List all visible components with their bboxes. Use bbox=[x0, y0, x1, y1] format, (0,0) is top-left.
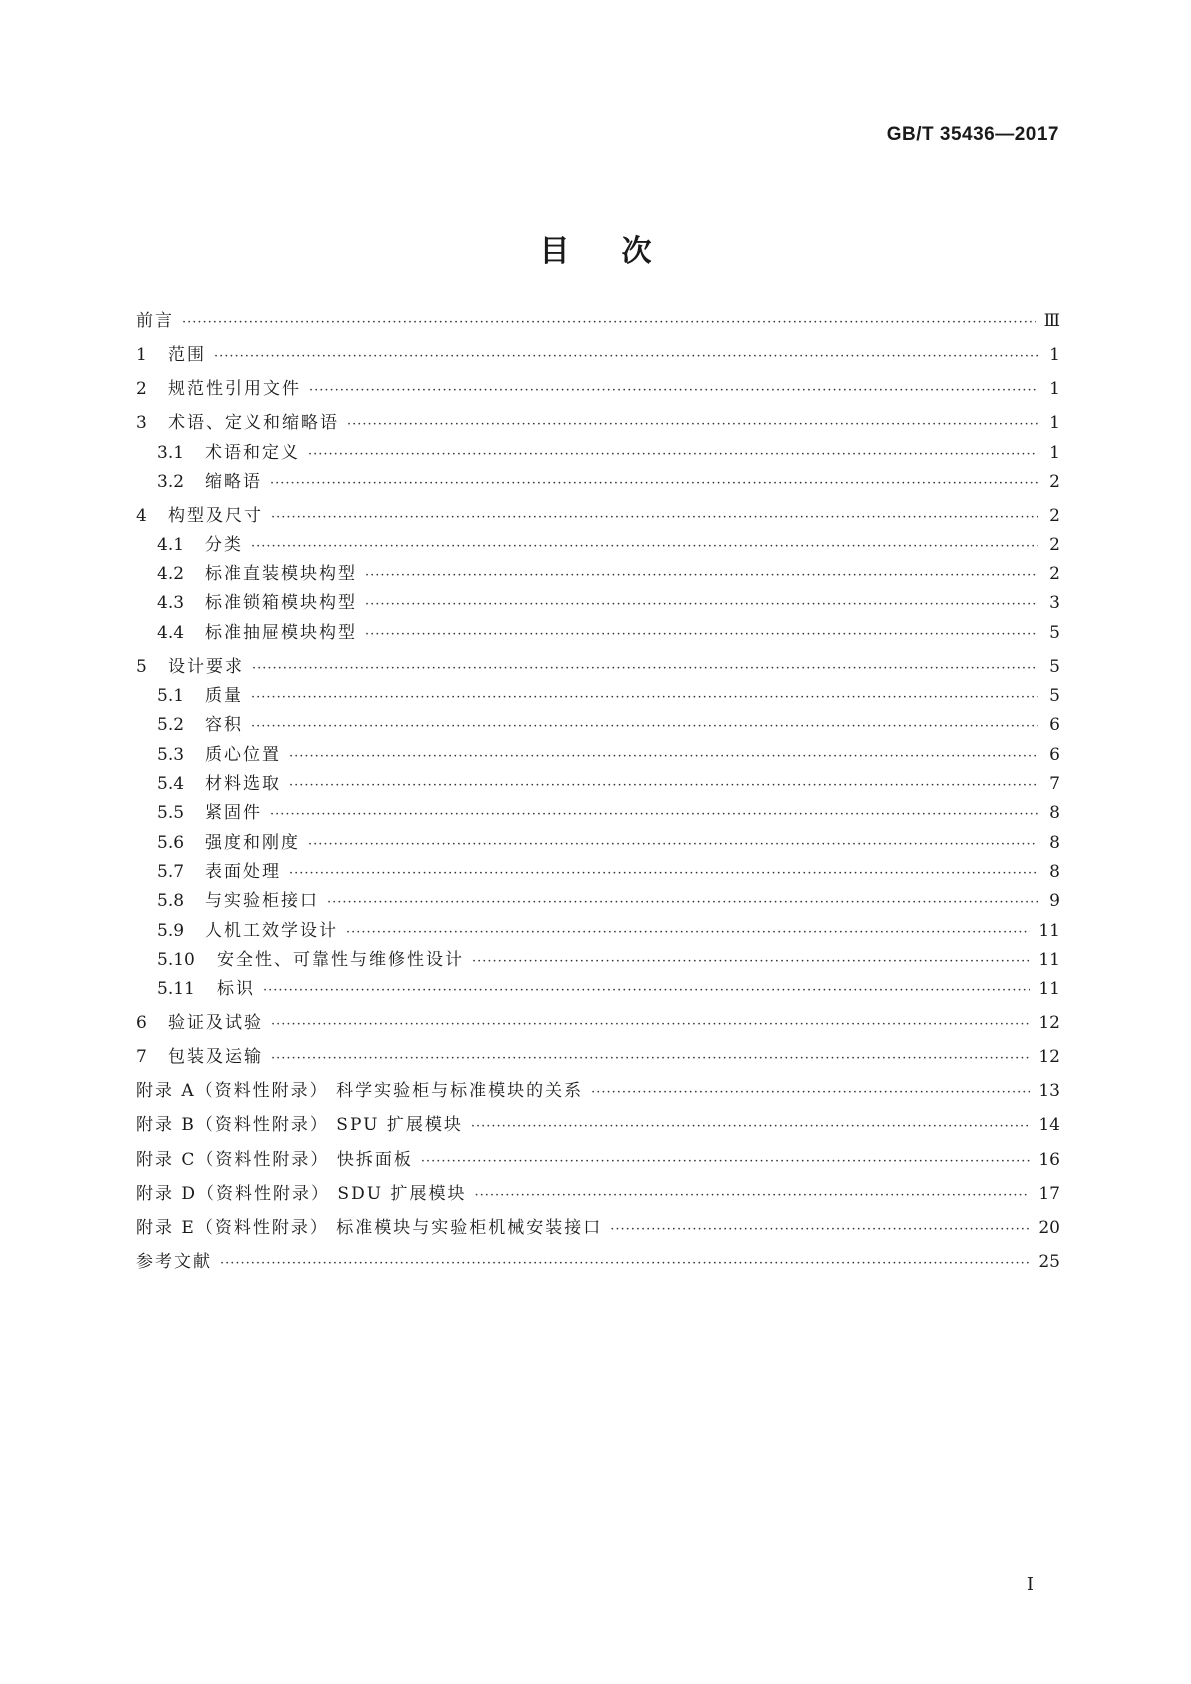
toc-entry-number: 5.11 bbox=[157, 979, 195, 999]
toc-entry-page: 7 bbox=[1049, 774, 1060, 794]
toc-leader-dots bbox=[251, 539, 1038, 554]
toc-entry-label: 构型及尺寸 bbox=[168, 506, 263, 526]
toc-entry-label: 人机工效学设计 bbox=[205, 921, 338, 941]
toc-entry-page: Ⅲ bbox=[1043, 311, 1060, 331]
toc-entry-page: 11 bbox=[1038, 950, 1060, 970]
toc-leader-dots bbox=[308, 447, 1038, 462]
page-title: 目次 bbox=[539, 234, 704, 269]
toc-leader-dots bbox=[472, 954, 1030, 969]
toc-leader-dots bbox=[182, 315, 1036, 330]
toc-entry[interactable] bbox=[157, 974, 1060, 999]
toc-entry-label: 包装及运输 bbox=[168, 1047, 263, 1067]
toc-entry-page: 20 bbox=[1038, 1218, 1060, 1238]
toc-entry-label: 质心位置 bbox=[205, 745, 281, 765]
toc-entry[interactable] bbox=[136, 501, 1060, 526]
standard-code: GB/T 35436—2017 bbox=[886, 124, 1059, 145]
toc-entry-page: 1 bbox=[1049, 345, 1060, 365]
toc-entry-number: 7 bbox=[136, 1047, 147, 1067]
toc-entry-label: 标准抽屉模块构型 bbox=[205, 623, 357, 643]
toc-entry-number: 5.2 bbox=[157, 715, 185, 735]
toc-entry-page: 2 bbox=[1049, 506, 1060, 526]
toc-leader-dots bbox=[263, 983, 1030, 998]
toc-entry-page: 5 bbox=[1049, 623, 1060, 643]
toc-entry[interactable] bbox=[136, 1076, 1060, 1101]
toc-entry-page: 13 bbox=[1038, 1081, 1060, 1101]
toc-entry[interactable] bbox=[157, 857, 1060, 882]
toc-entry-label: 设计要求 bbox=[168, 657, 244, 677]
toc-entry-number: 4 bbox=[136, 506, 147, 526]
toc-entry-page: 12 bbox=[1038, 1013, 1060, 1033]
toc-entry-number: 4.2 bbox=[157, 564, 185, 584]
toc-leader-dots bbox=[471, 1119, 1031, 1134]
toc-entry-page: 5 bbox=[1049, 686, 1060, 706]
toc-entry-page: 2 bbox=[1049, 564, 1060, 584]
toc-entry-page: 17 bbox=[1038, 1184, 1060, 1204]
toc-entry-number: 5.10 bbox=[157, 950, 195, 970]
toc-entry-label: 材料选取 bbox=[205, 774, 281, 794]
toc-entry-number: 1 bbox=[136, 345, 147, 365]
toc-entry-number: 5.4 bbox=[157, 774, 185, 794]
toc-entry-page: 3 bbox=[1049, 593, 1060, 613]
toc-entry-label: 表面处理 bbox=[205, 862, 281, 882]
toc-entry-number: 5.6 bbox=[157, 833, 185, 853]
toc-leader-dots bbox=[309, 383, 1038, 398]
toc-entry-number: 4.1 bbox=[157, 535, 185, 555]
toc-leader-dots bbox=[270, 476, 1038, 491]
toc-leader-dots bbox=[270, 807, 1038, 822]
toc-entry-number: 3 bbox=[136, 413, 147, 433]
toc-entry-number: 5.8 bbox=[157, 891, 185, 911]
toc-leader-dots bbox=[271, 1051, 1030, 1066]
toc-entry-number: 5.9 bbox=[157, 921, 185, 941]
toc-entry-number: 3.1 bbox=[157, 443, 185, 463]
toc-entry-label: 附录 A（资料性附录） 科学实验柜与标准模块的关系 bbox=[136, 1081, 584, 1101]
toc-entry-label: 术语、定义和缩略语 bbox=[168, 413, 339, 433]
toc-entry-page: 8 bbox=[1049, 862, 1060, 882]
toc-entry-page: 2 bbox=[1049, 472, 1060, 492]
toc-leader-dots bbox=[220, 1256, 1030, 1271]
toc-entry[interactable] bbox=[136, 1213, 1060, 1238]
toc-leader-dots bbox=[289, 778, 1038, 793]
toc-entry[interactable] bbox=[136, 1008, 1060, 1033]
toc-entry-page: 8 bbox=[1049, 803, 1060, 823]
toc-entry-number: 5 bbox=[136, 657, 147, 677]
toc-entry-label: 术语和定义 bbox=[205, 443, 300, 463]
toc-entry-number: 2 bbox=[136, 379, 147, 399]
toc-leader-dots bbox=[327, 895, 1038, 910]
toc-leader-dots bbox=[474, 1188, 1030, 1203]
toc-leader-dots bbox=[251, 690, 1038, 705]
toc-entry[interactable] bbox=[157, 916, 1060, 941]
toc-entry[interactable] bbox=[136, 408, 1060, 433]
toc-entry-page: 14 bbox=[1038, 1115, 1060, 1135]
toc-entry[interactable] bbox=[157, 467, 1060, 492]
toc-entry-label: 标准直装模块构型 bbox=[205, 564, 357, 584]
toc-entry-label: 附录 C（资料性附录） 快拆面板 bbox=[136, 1150, 413, 1170]
toc-entry-page: 9 bbox=[1049, 891, 1060, 911]
toc-entry-label: 质量 bbox=[205, 686, 243, 706]
toc-entry-label: 范围 bbox=[168, 345, 206, 365]
toc-entry-number: 5.1 bbox=[157, 686, 185, 706]
toc-leader-dots bbox=[289, 866, 1038, 881]
toc-leader-dots bbox=[365, 627, 1038, 642]
toc-entry-page: 11 bbox=[1038, 979, 1060, 999]
toc-entry-number: 4.4 bbox=[157, 623, 185, 643]
toc-entry-page: 6 bbox=[1049, 715, 1060, 735]
page-number: I bbox=[1026, 1574, 1034, 1595]
toc-entry-page: 1 bbox=[1049, 379, 1060, 399]
toc-entry-label: 参考文献 bbox=[136, 1252, 212, 1272]
toc-leader-dots bbox=[421, 1154, 1031, 1169]
toc-leader-dots bbox=[214, 349, 1038, 364]
toc-leader-dots bbox=[591, 1085, 1030, 1100]
toc-entry[interactable] bbox=[136, 1247, 1060, 1272]
toc-entry-label: 容积 bbox=[205, 715, 243, 735]
toc-entry-label: 附录 E（资料性附录） 标准模块与实验柜机械安装接口 bbox=[136, 1218, 603, 1238]
toc-entry[interactable] bbox=[157, 769, 1060, 794]
toc-entry-number: 3.2 bbox=[157, 472, 185, 492]
toc-entry[interactable] bbox=[136, 1110, 1060, 1135]
toc-entry-label: 标识 bbox=[217, 979, 255, 999]
toc-entry-page: 16 bbox=[1038, 1150, 1060, 1170]
toc-entry[interactable] bbox=[157, 438, 1060, 463]
toc-leader-dots bbox=[308, 837, 1038, 852]
toc-entry-page: 12 bbox=[1038, 1047, 1060, 1067]
toc-leader-dots bbox=[252, 661, 1038, 676]
toc-entry-page: 11 bbox=[1038, 921, 1060, 941]
toc-leader-dots bbox=[271, 510, 1038, 525]
toc-entry-number: 6 bbox=[136, 1013, 147, 1033]
toc-entry[interactable] bbox=[136, 340, 1060, 365]
toc-entry[interactable] bbox=[157, 681, 1060, 706]
toc-entry-number: 4.3 bbox=[157, 593, 185, 613]
toc-entry[interactable] bbox=[157, 886, 1060, 911]
toc-entry[interactable] bbox=[136, 1042, 1060, 1067]
toc-entry-label: 规范性引用文件 bbox=[168, 379, 301, 399]
toc-leader-dots bbox=[289, 749, 1038, 764]
toc-entry-page: 8 bbox=[1049, 833, 1060, 853]
toc-entry[interactable] bbox=[136, 306, 1060, 331]
toc-entry-page: 1 bbox=[1049, 443, 1060, 463]
toc-entry-label: 标准锁箱模块构型 bbox=[205, 593, 357, 613]
toc-entry[interactable] bbox=[157, 559, 1060, 584]
toc-entry-page: 6 bbox=[1049, 745, 1060, 765]
toc-entry-label: 缩略语 bbox=[205, 472, 262, 492]
toc-leader-dots bbox=[610, 1222, 1030, 1237]
toc-entry[interactable] bbox=[157, 740, 1060, 765]
toc-entry-number: 5.3 bbox=[157, 745, 185, 765]
toc-entry[interactable] bbox=[136, 1179, 1060, 1204]
toc-entry[interactable] bbox=[157, 618, 1060, 643]
toc-entry-number: 5.7 bbox=[157, 862, 185, 882]
toc-entry[interactable] bbox=[157, 588, 1060, 613]
toc-entry-label: 验证及试验 bbox=[168, 1013, 263, 1033]
toc-entry[interactable] bbox=[157, 798, 1060, 823]
toc-entry-label: 分类 bbox=[205, 535, 243, 555]
toc-leader-dots bbox=[271, 1017, 1030, 1032]
toc-entry-label: 安全性、可靠性与维修性设计 bbox=[217, 950, 464, 970]
toc-leader-dots bbox=[365, 597, 1038, 612]
toc-entry-number: 5.5 bbox=[157, 803, 185, 823]
toc-entry-label: 紧固件 bbox=[205, 803, 262, 823]
toc-entry[interactable] bbox=[157, 945, 1060, 970]
toc-leader-dots bbox=[365, 568, 1038, 583]
toc-leader-dots bbox=[251, 719, 1038, 734]
toc-entry-label: 前言 bbox=[136, 311, 174, 331]
toc-entry[interactable] bbox=[157, 530, 1060, 555]
toc-entry-page: 2 bbox=[1049, 535, 1060, 555]
toc-entry[interactable] bbox=[136, 652, 1060, 677]
toc-entry[interactable] bbox=[136, 1145, 1060, 1170]
toc-entry-label: 强度和刚度 bbox=[205, 833, 300, 853]
toc-entry[interactable] bbox=[157, 710, 1060, 735]
toc-leader-dots bbox=[347, 417, 1038, 432]
toc-entry-page: 1 bbox=[1049, 413, 1060, 433]
toc-entry-label: 与实验柜接口 bbox=[205, 891, 319, 911]
toc-leader-dots bbox=[346, 925, 1030, 940]
toc-entry-page: 25 bbox=[1038, 1252, 1060, 1272]
toc-entry[interactable] bbox=[136, 374, 1060, 399]
toc-entry[interactable] bbox=[157, 828, 1060, 853]
toc-entry-label: 附录 B（资料性附录） SPU 扩展模块 bbox=[136, 1115, 463, 1135]
toc-entry-page: 5 bbox=[1049, 657, 1060, 677]
toc-entry-label: 附录 D（资料性附录） SDU 扩展模块 bbox=[136, 1184, 467, 1204]
